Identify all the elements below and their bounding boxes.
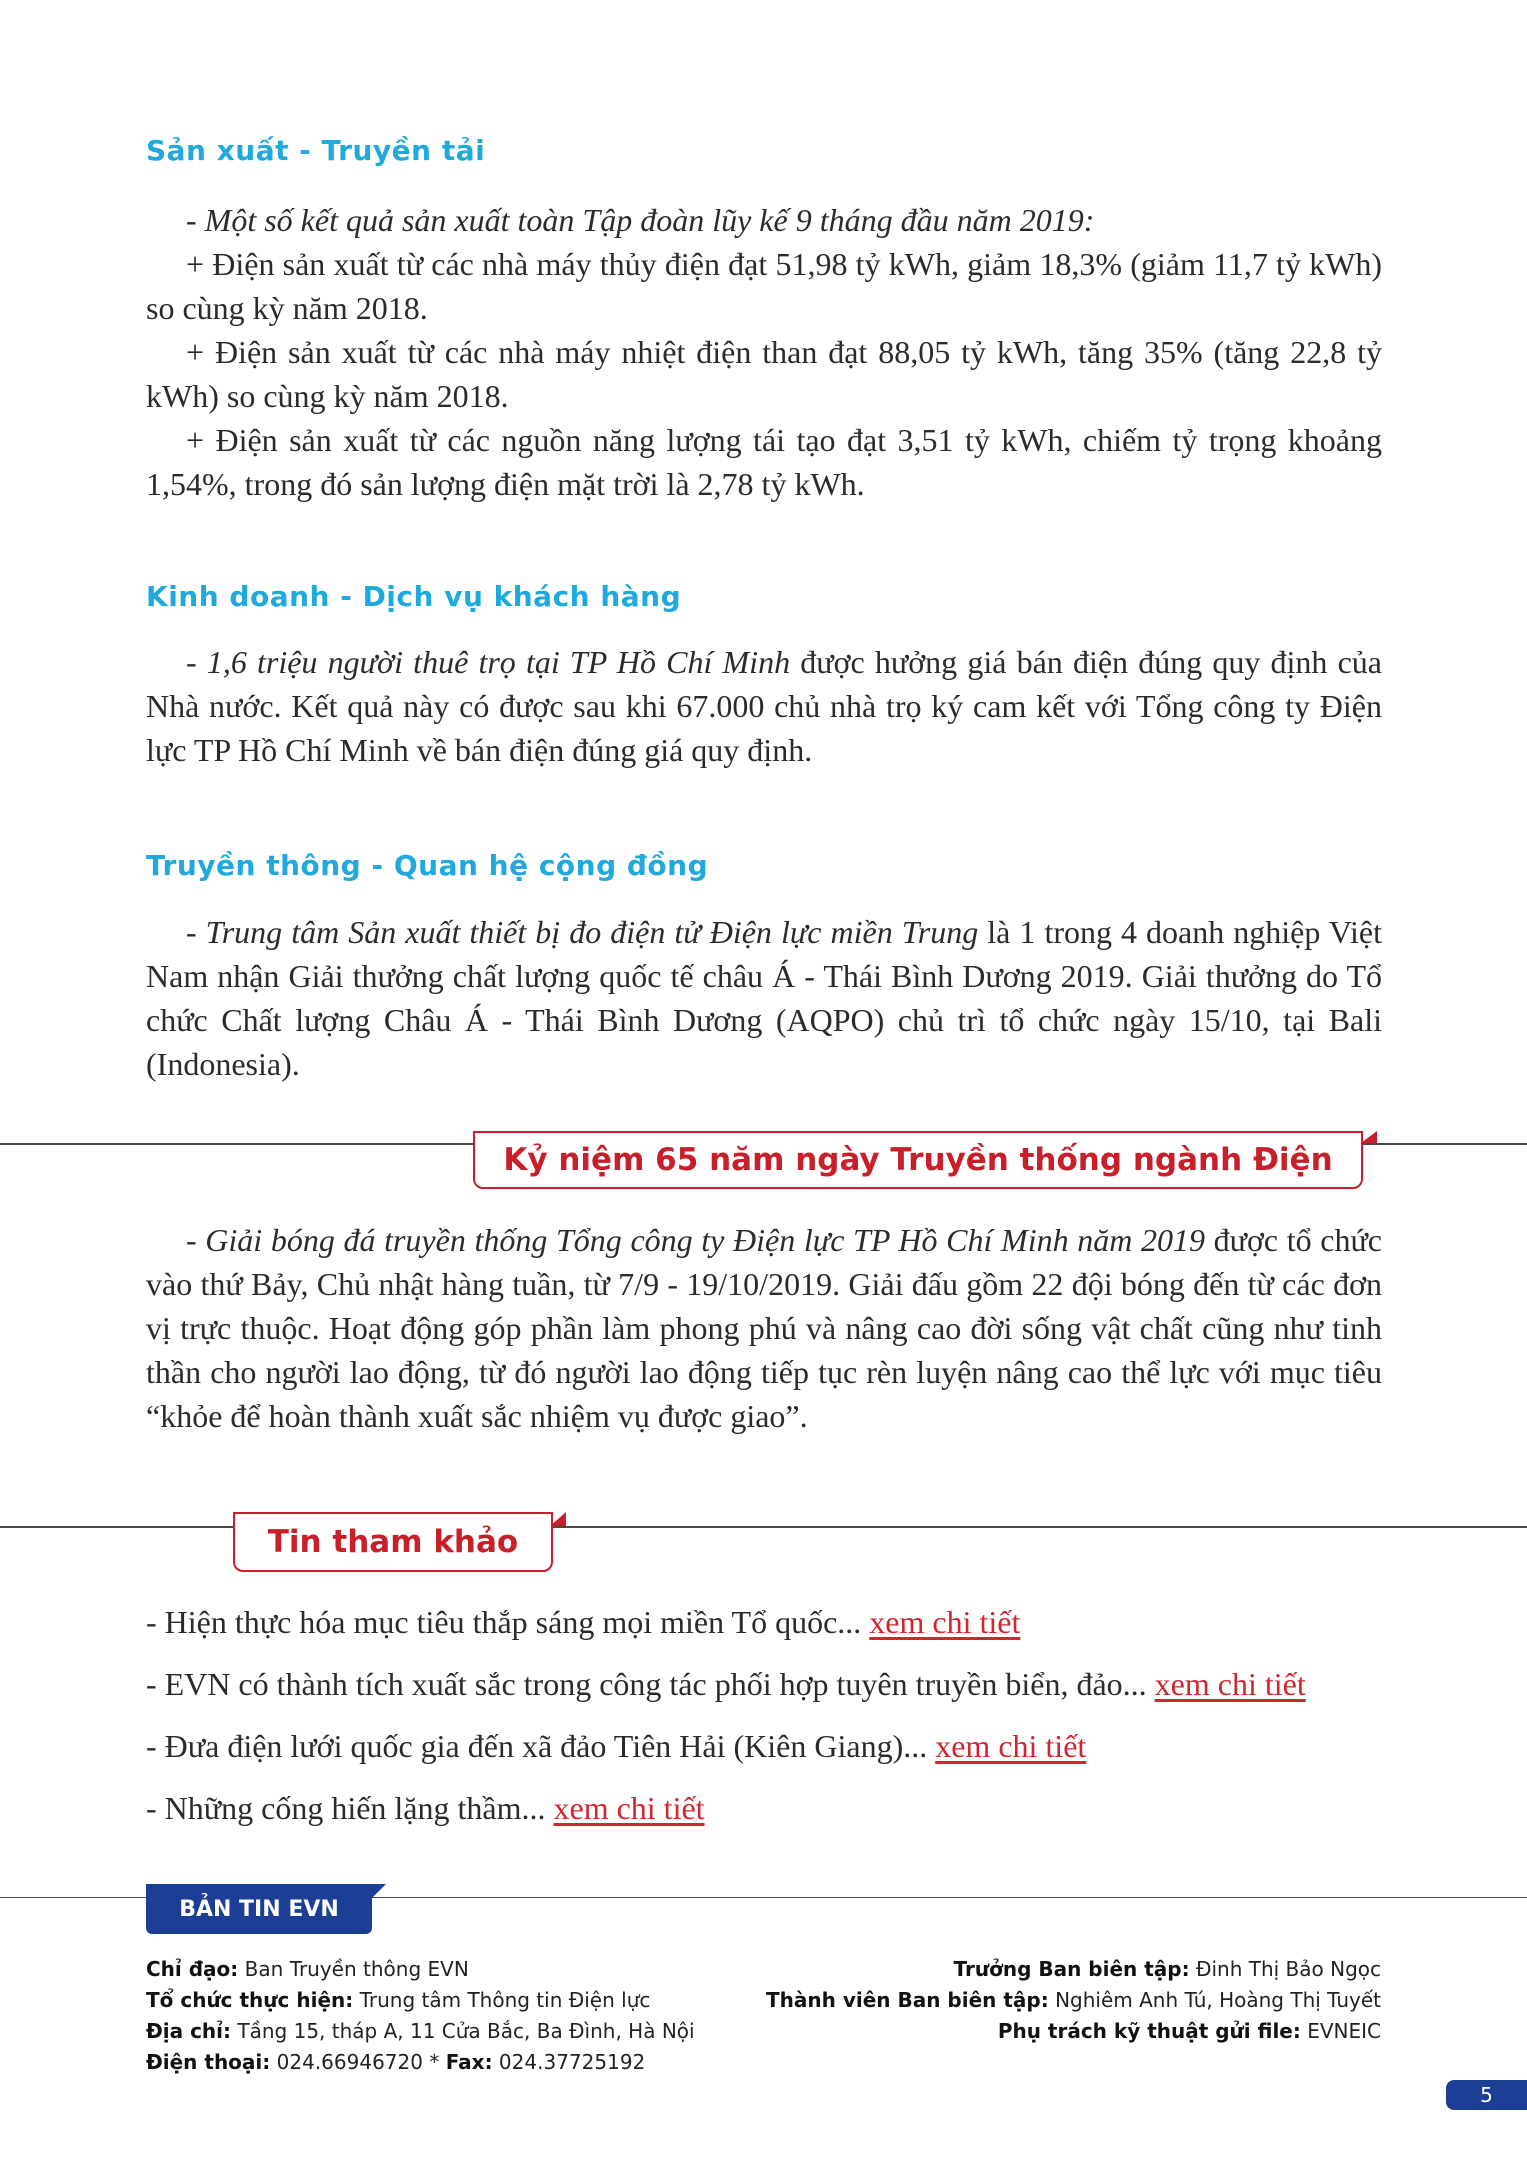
view-details-link[interactable]: xem chi tiết xyxy=(1154,1666,1306,1702)
editor-value: Đinh Thị Bảo Ngọc xyxy=(1189,1957,1381,1981)
business-lead: - 1,6 triệu người thuê trọ tại TP Hồ Chí Minh xyxy=(186,644,791,680)
section-heading-communication: Truyền thông - Quan hệ cộng đồng xyxy=(146,849,709,882)
fax-label: Fax: xyxy=(445,2050,493,2074)
view-details-link[interactable]: xem chi tiết xyxy=(869,1604,1021,1640)
reference-text: - EVN có thành tích xuất sắc trong công tác phối hợp tuyên truyền biển, đảo... xyxy=(146,1666,1147,1702)
references-list xyxy=(146,1600,1386,1848)
communication-text: là 1 trong 4 doanh nghiệp Việt Nam nhận Giải thưởng chất lượng quốc tế châu Á - Thái Bình Dương 2019. Giải thưởng do Tổ chức Chất lượng Châu Á - Thái Bình Dương (AQPO) chủ trì tổ chức ngày 15/10, tại Bali (Indonesia). xyxy=(146,914,1383,1082)
phone-value: 024.66946720 * xyxy=(270,2050,446,2074)
list-item xyxy=(146,1724,1386,1786)
address-label: Địa chỉ: xyxy=(146,2019,232,2043)
communication-lead: - Trung tâm Sản xuất thiết bị đo điện tử Điện lực miền Trung xyxy=(186,914,979,950)
anniversary-tab xyxy=(473,1131,1363,1189)
section-heading-production: Sản xuất - Truyền tải xyxy=(146,134,486,167)
phone-label: Điện thoại: xyxy=(146,2050,271,2074)
direction-label: Chỉ đạo: xyxy=(146,1957,239,1981)
organizer-value: Trung tâm Thông tin Điện lực xyxy=(353,1988,651,2012)
production-intro: - Một số kết quả sản xuất toàn Tập đoàn lũy kế 9 tháng đầu năm 2019: xyxy=(186,202,1095,238)
list-item xyxy=(146,1600,1386,1662)
page-number xyxy=(1446,2080,1527,2110)
reference-text: - Hiện thực hóa mục tiêu thắp sáng mọi miền Tổ quốc... xyxy=(146,1604,862,1640)
business-text: được hưởng giá bán điện đúng quy định của Nhà nước. Kết quả này có được sau khi 67.000 chủ nhà trọ ký cam kết với Tổng công ty Điện lực TP Hồ Chí Minh về bán điện đúng giá quy định. xyxy=(146,644,1383,768)
divider-references xyxy=(0,1526,1527,1528)
anniversary-lead: - Giải bóng đá truyền thống Tổng công ty Điện lực TP Hồ Chí Minh năm 2019 xyxy=(186,1222,1205,1258)
communication-body xyxy=(146,910,1382,1086)
address-value: Tầng 15, tháp A, 11 Cửa Bắc, Ba Đình, Hà Nội xyxy=(231,2019,695,2043)
newsletter-badge xyxy=(146,1884,372,1934)
list-item xyxy=(146,1786,1386,1848)
production-body xyxy=(146,198,1382,506)
editor-label: Trưởng Ban biên tập: xyxy=(953,1957,1190,1981)
footer-editorial xyxy=(766,1954,1381,2047)
reference-text: - Những cống hiến lặng thầm... xyxy=(146,1790,546,1826)
references-tab xyxy=(233,1512,553,1572)
footer-contact xyxy=(146,1954,695,2078)
production-item-renewable: + Điện sản xuất từ các nguồn năng lượng tái tạo đạt 3,51 tỷ kWh, chiếm tỷ trọng khoảng 1,54%, trong đó sản lượng điện mặt trời là 2,78 tỷ kWh. xyxy=(146,422,1382,502)
fax-value: 024.37725192 xyxy=(492,2050,646,2074)
production-item-coal: + Điện sản xuất từ các nhà máy nhiệt điện than đạt 88,05 tỷ kWh, tăng 35% (tăng 22,8 tỷ kWh) so cùng kỳ năm 2018. xyxy=(146,334,1382,414)
anniversary-text: được tổ chức vào thứ Bảy, Chủ nhật hàng tuần, từ 7/9 - 19/10/2019. Giải đấu gồm 22 đội bóng đến từ các đơn vị trực thuộc. Hoạt động góp phần làm phong phú và nâng cao đời sống vật chất cũng như tinh thần cho người lao động, từ đó người lao động tiếp tục rèn luyện nâng cao thể lực với mục tiêu “khỏe để hoàn thành xuất sắc nhiệm vụ được giao”. xyxy=(146,1222,1383,1434)
tab-corner-anniversary xyxy=(1361,1131,1377,1143)
tech-label: Phụ trách kỹ thuật gửi file: xyxy=(997,2019,1301,2043)
page-number-label: 5 xyxy=(1480,2083,1493,2107)
organizer-label: Tổ chức thực hiện: xyxy=(146,1988,354,2012)
direction-value: Ban Truyền thông EVN xyxy=(238,1957,469,1981)
reference-text: - Đưa điện lưới quốc gia đến xã đảo Tiên Hải (Kiên Giang)... xyxy=(146,1728,928,1764)
members-value: Nghiêm Anh Tú, Hoàng Thị Tuyết xyxy=(1048,1988,1381,2012)
section-heading-business: Kinh doanh - Dịch vụ khách hàng xyxy=(146,580,682,613)
view-details-link[interactable]: xem chi tiết xyxy=(935,1728,1087,1764)
view-details-link[interactable]: xem chi tiết xyxy=(553,1790,705,1826)
anniversary-tab-title: Kỷ niệm 65 năm ngày Truyền thống ngành Điện xyxy=(503,1142,1333,1178)
production-item-hydro: + Điện sản xuất từ các nhà máy thủy điện đạt 51,98 tỷ kWh, giảm 18,3% (giảm 11,7 tỷ kWh) so cùng kỳ năm 2018. xyxy=(146,246,1382,326)
list-item xyxy=(146,1662,1386,1724)
references-tab-title: Tin tham khảo xyxy=(267,1524,519,1560)
anniversary-body xyxy=(146,1218,1382,1438)
tech-value: EVNEIC xyxy=(1300,2019,1381,2043)
badge-corner xyxy=(372,1884,386,1898)
newsletter-badge-label: BẢN TIN EVN xyxy=(179,1896,339,1922)
members-label: Thành viên Ban biên tập: xyxy=(766,1988,1049,2012)
business-body xyxy=(146,640,1382,772)
